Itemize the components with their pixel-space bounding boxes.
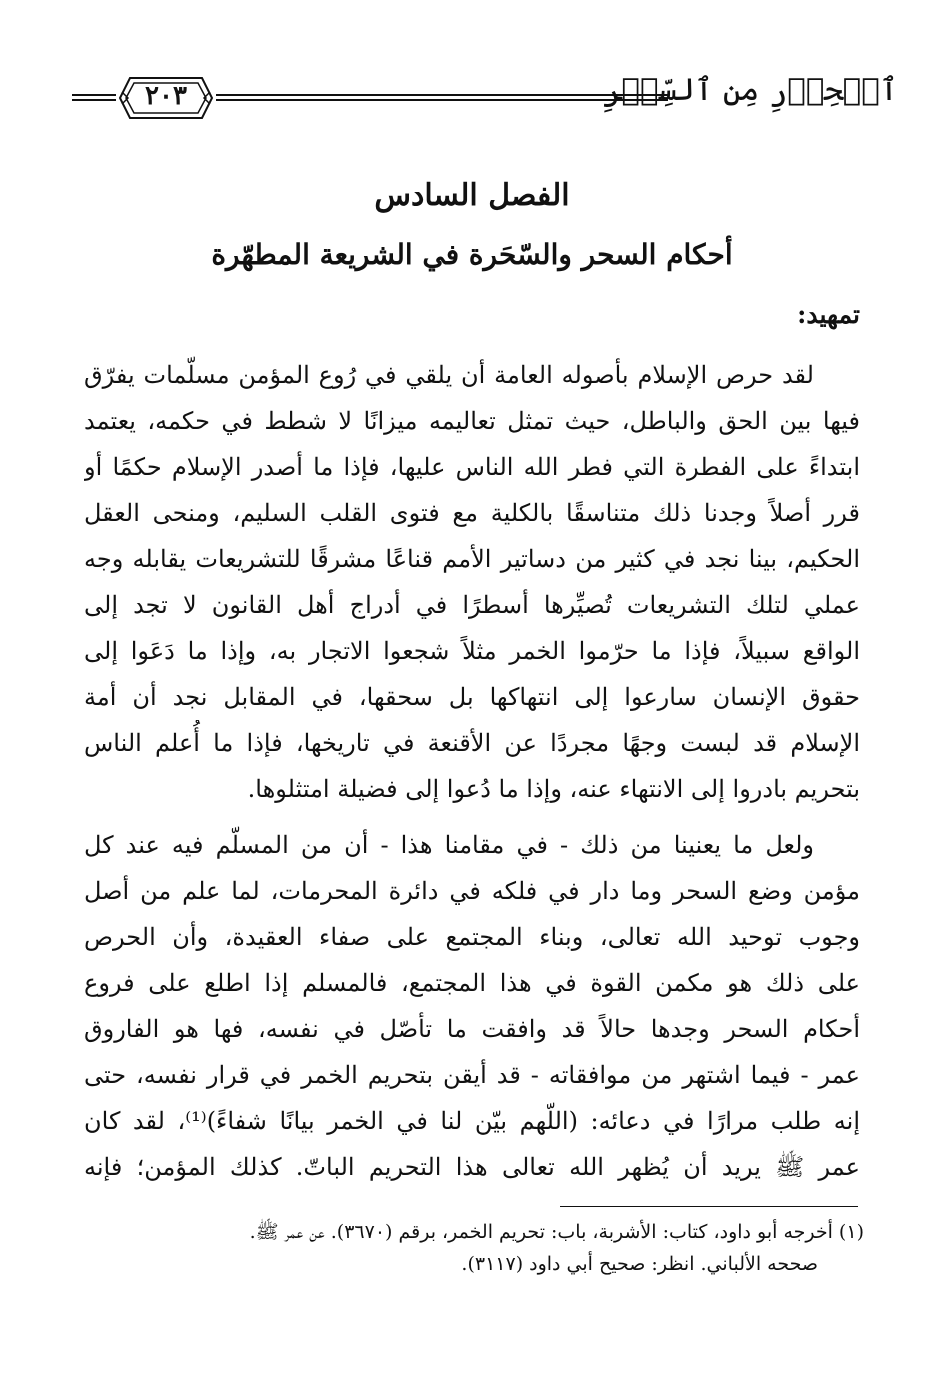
text-line: أحكام السحر وجدها حالاً قد وافقت ما تأصّل في نفسه، فها هو الفاروق <box>84 1015 860 1043</box>
text-line: عمر ﷺ يريد أن يُظهر الله تعالى هذا التحريم الباتّ. كذلك المؤمن؛ فإنه <box>84 1153 860 1181</box>
text-line: الحكيم، بينا نجد في كثير من دساتير الأمم قناعًا مشرقًا للتشريعات يقابله وجه <box>84 545 860 573</box>
chapter-subtitle: أحكام السحر والسّحَرة في الشريعة المطهّرة <box>211 238 733 271</box>
footnotes <box>84 1216 864 1280</box>
text-line: لقد حرص الإسلام بأصوله العامة أن يلقي في رُوع المؤمن مسلّمات يفرّق <box>84 361 814 389</box>
header-rule <box>72 94 116 101</box>
text-line: ابتداءً على الفطرة التي فطر الله الناس عليها، فإذا ما أصدر الإسلام حكمًا أو <box>84 453 860 481</box>
page-number-frame <box>118 74 214 122</box>
text-line: على ذلك هو مكمن القوة في هذا المجتمع، فالمسلم إذا اطلع على فروع <box>84 969 860 997</box>
header-rule <box>216 94 668 101</box>
text-line: ولعل ما يعنينا من ذلك - في مقامنا هذا - أن من المسلّم فيه عند كل <box>84 831 814 859</box>
text-line: مؤمن وضع السحر وما دار في فلكه في دائرة المحرمات، لما علم من أصل <box>84 877 860 905</box>
text-line: بتحريم بادروا إلى الانتهاء عنه، وإذا ما دُعوا إلى فضيلة امتثلوها. <box>247 775 860 803</box>
text-line: عملي لتلك التشريعات تُصيِّرها أسطرًا في أدراج أهل القانون لا تجد إلى <box>84 591 860 619</box>
footnote-separator <box>560 1206 858 1207</box>
text-line: قرر أصلاً وجدنا ذلك متناسقًا بالكلية مع فتوى القلب السليم، ومنحى العقل <box>84 499 860 527</box>
footnote-line: صححه الألباني. انظر: صحيح أبي داود (٣١١٧). <box>461 1253 818 1275</box>
footnote-line: (١) أخرجه أبو داود، كتاب: الأشربة، باب: تحريم الخمر، برقم (٣٦٧٠). عن عمر ﷺ. <box>249 1221 864 1243</box>
text-line: الإسلام قد لبست وجهًا مجردًا عن الأقنعة في تاريخها، فإذا ما أُعلم الناس <box>84 729 860 757</box>
text-line: فيها بين الحق والباطل، حيث تمثل تعاليمه ميزانًا لا شطط في حكمه، يعتمد <box>84 407 860 435</box>
page-number: ٢٠٣ <box>145 81 187 111</box>
text-line: الواقع سبيلاً، فإذا ما حرّموا الخمر مثلاً شجعوا الاتجار به، وإذا ما دَعَوا إلى <box>84 637 860 665</box>
text-line: إنه طلب مرارًا في دعائه: (اللّهم بيّن لنا في الخمر بيانًا شفاءً)⁽¹⁾، لقد كان <box>84 1107 860 1135</box>
paragraph-2 <box>84 822 860 1190</box>
intro-label: تمهيد: <box>797 300 860 329</box>
running-header <box>0 68 944 138</box>
text-line: عمر - فيما اشتهر من موافقاته - قد أيقن بتحريم الخمر في قرار نفسه، حتى <box>84 1061 860 1089</box>
book-title: ٱلۡحِذۡرِ مِن ٱلسِّحۡرِ <box>603 72 898 108</box>
text-line: وجوب توحيد الله تعالى، وبناء المجتمع على صفاء العقيدة، وأن الحرص <box>84 923 860 951</box>
paragraph-1 <box>84 352 860 812</box>
text-line: حقوق الإنسان سارعوا إلى انتهاكها بل سحقها، في المقابل نجد أن أمة <box>84 683 860 711</box>
chapter-title: الفصل السادس <box>374 178 570 213</box>
